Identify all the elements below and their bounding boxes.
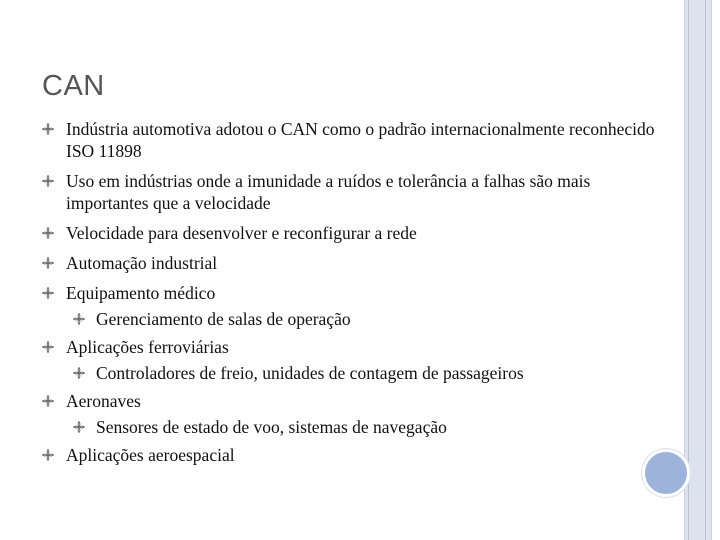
list-item-text: Aplicações ferroviárias bbox=[66, 337, 229, 357]
sub-list-item-text: Gerenciamento de salas de operação bbox=[96, 309, 351, 329]
list-item bbox=[42, 336, 672, 358]
sub-list-item bbox=[42, 362, 672, 384]
list-item-text: Equipamento médico bbox=[66, 283, 216, 303]
list-item-text: Automação industrial bbox=[66, 253, 218, 273]
sub-list-item-text: Sensores de estado de voo, sistemas de navegação bbox=[96, 417, 447, 437]
bullet-list bbox=[42, 118, 672, 474]
four-petal-bullet-icon bbox=[42, 175, 54, 187]
four-petal-bullet-icon bbox=[73, 367, 85, 379]
stripe-line bbox=[705, 0, 706, 540]
list-item bbox=[42, 252, 672, 274]
list-item-text: Aplicações aeroespacial bbox=[66, 445, 235, 465]
four-petal-bullet-icon bbox=[42, 341, 54, 353]
list-item bbox=[42, 222, 672, 244]
sub-list-item bbox=[42, 416, 672, 438]
list-item-text: Aeronaves bbox=[66, 391, 141, 411]
four-petal-bullet-icon bbox=[42, 395, 54, 407]
four-petal-bullet-icon bbox=[42, 449, 54, 461]
sub-list-item bbox=[42, 308, 672, 330]
four-petal-bullet-icon bbox=[42, 287, 54, 299]
four-petal-bullet-icon bbox=[42, 257, 54, 269]
list-item bbox=[42, 444, 672, 466]
stripe-line bbox=[688, 0, 689, 540]
list-item-text: Indústria automotiva adotou o CAN como o padrão internacionalmente reconhecido ISO 11898 bbox=[66, 119, 655, 161]
slide-title: CAN bbox=[42, 70, 105, 102]
list-item bbox=[42, 390, 672, 412]
list-item bbox=[42, 118, 672, 162]
four-petal-bullet-icon bbox=[73, 313, 85, 325]
sub-list-item-text: Controladores de freio, unidades de contagem de passageiros bbox=[96, 363, 524, 383]
list-item-text: Uso em indústrias onde a imunidade a ruídos e tolerância a falhas são mais importantes que a velocidade bbox=[66, 171, 591, 213]
list-item bbox=[42, 170, 672, 214]
four-petal-bullet-icon bbox=[42, 227, 54, 239]
list-item bbox=[42, 282, 672, 304]
four-petal-bullet-icon bbox=[73, 421, 85, 433]
four-petal-bullet-icon bbox=[42, 123, 54, 135]
list-item-text: Velocidade para desenvolver e reconfigurar a rede bbox=[66, 223, 417, 243]
